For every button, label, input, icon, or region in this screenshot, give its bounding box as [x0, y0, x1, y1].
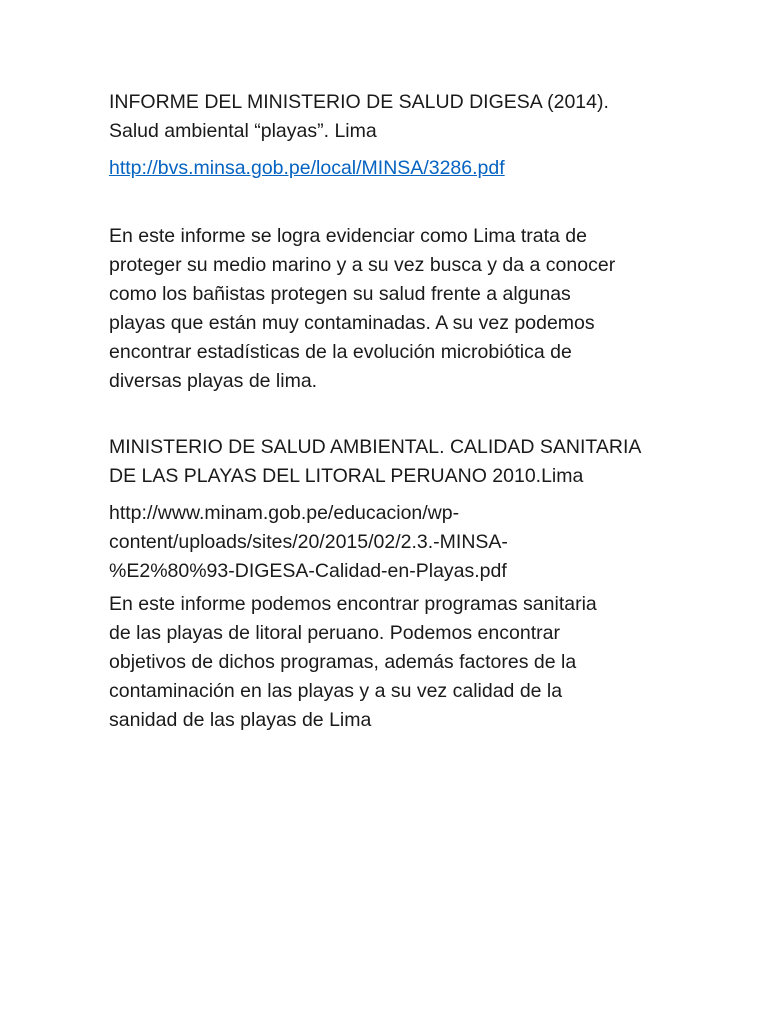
url-line: http://www.minam.gob.pe/educacion/wp- [109, 502, 460, 524]
summary-line: de las playas de litoral peruano. Podemos encontrar [109, 622, 560, 644]
reference-2-title-line: DE LAS PLAYAS DEL LITORAL PERUANO 2010.Lima [109, 465, 584, 487]
summary-line: como los bañistas protegen su salud frente a algunas [109, 283, 571, 305]
url-line: %E2%80%93-DIGESA-Calidad-en-Playas.pdf [109, 560, 507, 582]
url-line: content/uploads/sites/20/2015/02/2.3.-MINSA- [109, 531, 508, 553]
summary-line: contaminación en las playas y a su vez calidad de la [109, 680, 563, 702]
reference-1-title [109, 88, 669, 146]
reference-1-summary [109, 222, 669, 396]
reference-2-title-line: MINISTERIO DE SALUD AMBIENTAL. CALIDAD SANITARIA [109, 436, 642, 458]
summary-line: encontrar estadísticas de la evolución microbiótica de [109, 341, 572, 363]
reference-2-url [109, 499, 669, 586]
summary-line: En este informe se logra evidenciar como Lima trata de [109, 225, 587, 247]
reference-1-title-line: Salud ambiental “playas”. Lima [109, 120, 377, 142]
summary-line: objetivos de dichos programas, además factores de la [109, 651, 577, 673]
reference-2-title [109, 433, 669, 491]
summary-line: En este informe podemos encontrar programas sanitaria [109, 593, 597, 615]
summary-line: playas que están muy contaminadas. A su vez podemos [109, 312, 595, 334]
reference-1-title-line: INFORME DEL MINISTERIO DE SALUD DIGESA (2014). [109, 91, 609, 113]
summary-line: diversas playas de lima. [109, 370, 318, 392]
reference-1-link[interactable]: http://bvs.minsa.gob.pe/local/MINSA/3286.pdf [109, 157, 505, 179]
summary-line: proteger su medio marino y a su vez busca y da a conocer [109, 254, 616, 276]
summary-line: sanidad de las playas de Lima [109, 709, 372, 731]
reference-2-summary [109, 590, 669, 735]
document-content [109, 88, 669, 735]
